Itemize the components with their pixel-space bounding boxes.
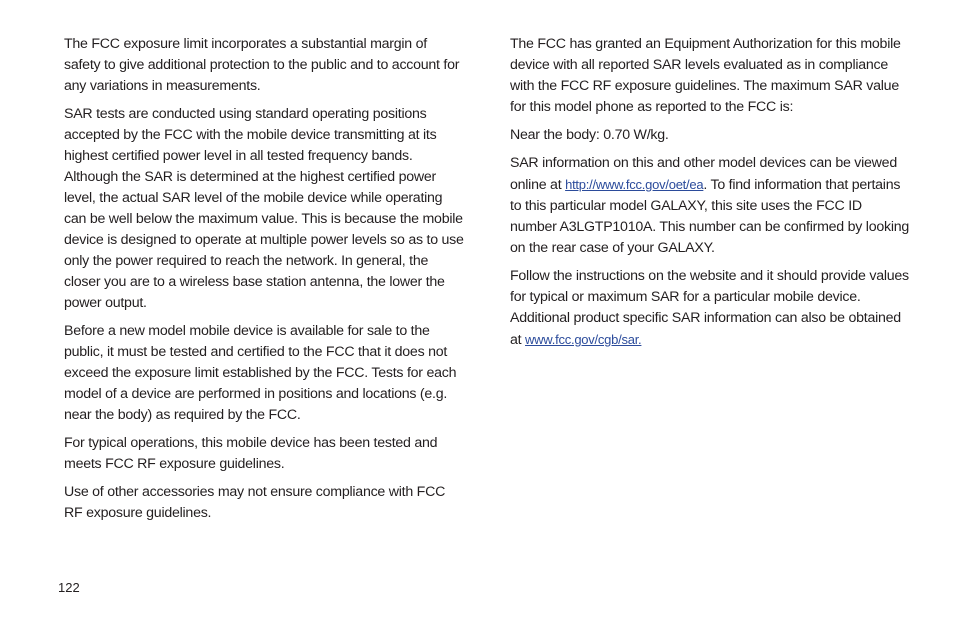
paragraph-sar-information: [510, 153, 912, 259]
fcc-oet-link[interactable]: http://www.fcc.gov/oet/ea: [565, 177, 704, 192]
fcc-cgb-sar-link[interactable]: www.fcc.gov/cgb/sar.: [525, 332, 642, 347]
paragraph-exposure-limit: The FCC exposure limit incorporates a substantial margin of safety to give additional protection to the public and to account for any variations in measurements.: [64, 36, 460, 94]
paragraph-certification: Before a new model mobile device is available for sale to the public, it must be tested and certified to the FCC that it does not exceed the exposure limit established by the FCC. Tests for each model of a device are performed in positions and locations (e.g. near the body) as required by the FCC.: [64, 323, 457, 423]
paragraph-sar-value: Near the body: 0.70 W/kg.: [510, 127, 669, 143]
right-column: [510, 34, 912, 358]
page-number: 122: [58, 580, 80, 595]
instructions-text: Follow the instructions on the website and it should provide values for typical or maximum SAR for a particular mobile device. Additional product specific SAR information can also be obtained at: [510, 268, 909, 348]
paragraph-typical-operations: For typical operations, this mobile device has been tested and meets FCC RF exposure guidelines.: [64, 435, 438, 472]
sar-info-text-end: . To find information that pertains to this particular model GALAXY, this site uses the FCC ID number A3LGTP1010A. This number can be confirmed by looking on the rear case of your GALAXY.: [510, 177, 910, 256]
left-column: [64, 34, 466, 531]
paragraph-accessories: Use of other accessories may not ensure compliance with FCC RF exposure guidelines.: [64, 484, 446, 521]
paragraph-sar-tests: SAR tests are conducted using standard operating positions accepted by the FCC with the mobile device transmitting at its highest certified power level in all tested frequency bands. Although the SAR is determined at the highest certified power level, the actual SAR level of the mobile device while operating can be well below the maximum value. This is because the mobile device is designed to operate at multiple power levels so as to use only the power required to reach the network. In general, the closer you are to a wireless base station antenna, the lower the power output.: [64, 106, 464, 311]
paragraph-equipment-authorization: The FCC has granted an Equipment Authorization for this mobile device with all reported SAR levels evaluated as in compliance with the FCC RF exposure guidelines. The maximum SAR value for this model phone as reported to the FCC is:: [510, 36, 901, 115]
paragraph-website-instructions: [510, 266, 912, 351]
sar-info-text-start: SAR information on this and other model devices can be viewed online at: [510, 155, 897, 193]
